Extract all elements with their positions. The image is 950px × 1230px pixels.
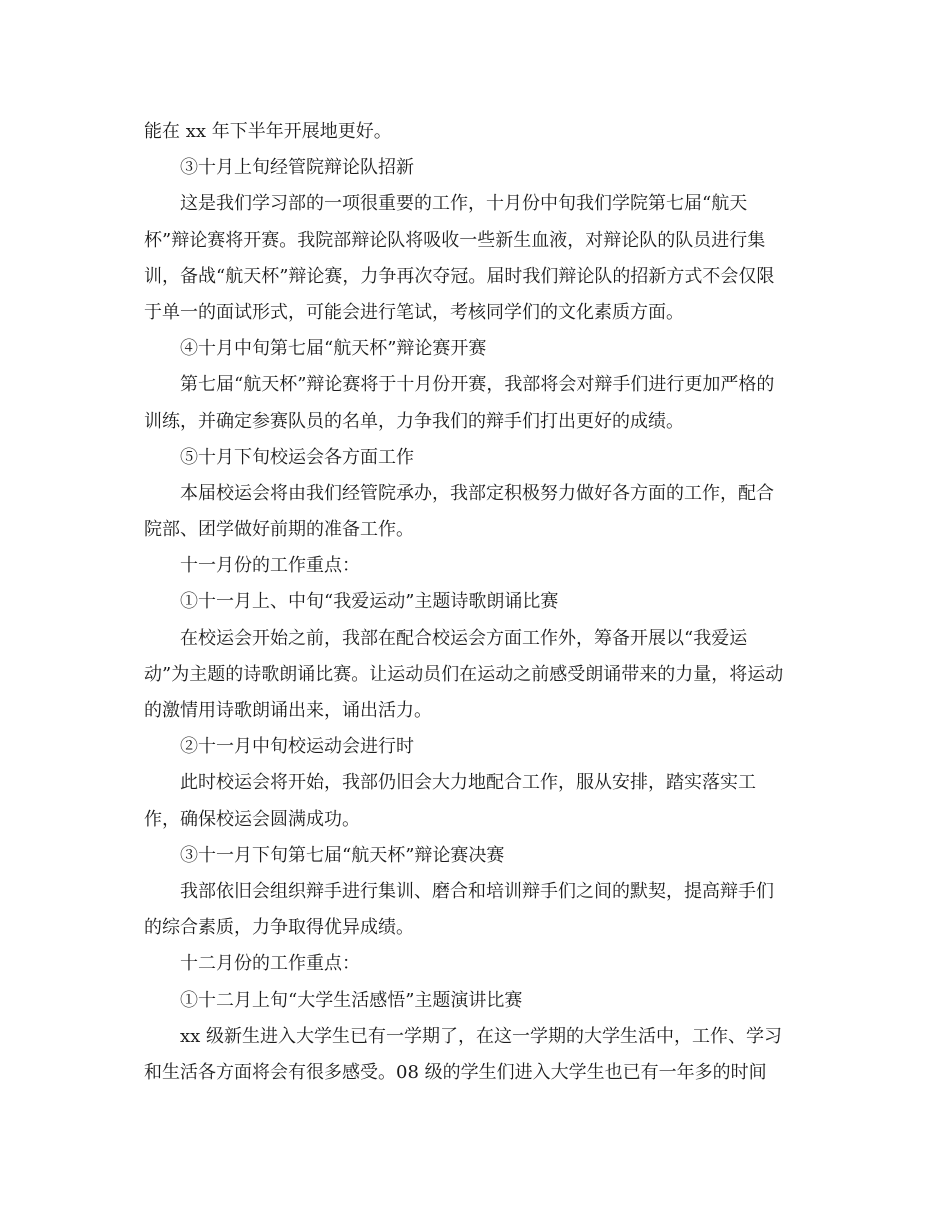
text-line: 我部依旧会组织辩手进行集训、磨合和培训辩手们之间的默契，提高辩手们: [180, 880, 774, 902]
text-line: 于单一的面试形式，可能会进行笔试，考核同学们的文化素质方面。: [144, 301, 684, 323]
text-line: 训练，并确定参赛队员的名单，力争我们的辩手们打出更好的成绩。: [144, 410, 684, 432]
text-line: 的综合素质，力争取得优异成绩。: [144, 917, 414, 939]
text-line: 的激情用诗歌朗诵出来，诵出活力。: [144, 700, 432, 721]
text-line: 第七届“航天杯”辩论赛将于十月份开赛，我部将会对辩手们进行更加严格的: [180, 374, 775, 396]
text-line: ①十二月上旬“大学生活感悟”主题演讲比赛: [180, 989, 523, 1011]
text-line: 此时校运会将开始，我部仍旧会大力地配合工作，服从安排，踏实落实工: [180, 772, 756, 794]
text-line: 训，备战“航天杯”辩论赛，力争再次夺冠。届时我们辩论队的招新方式不会仅限: [144, 265, 775, 287]
text-line: ③十一月下旬第七届“航天杯”辩论赛决赛: [180, 844, 505, 866]
text-line: 十二月份的工作重点：: [180, 953, 360, 975]
text-line: 杯”辩论赛将开赛。我院部辩论队将吸收一些新生血液，对辩论队的队员进行集: [144, 229, 766, 251]
text-line: 在校运会开始之前，我部在配合校运会方面工作外，筹备开展以“我爱运: [180, 627, 748, 649]
text-line: 作，确保校运会圆满成功。: [144, 808, 360, 830]
text-line: 和生活各方面将会有很多感受。08 级的学生们进入大学生也已有一年多的时间: [144, 1061, 767, 1083]
text-line: ①十一月上、中旬“我爱运动”主题诗歌朗诵比赛: [180, 591, 559, 613]
text-line: 十一月份的工作重点：: [180, 555, 360, 577]
text-line: 动”为主题的诗歌朗诵比赛。让运动员们在运动之前感受朗诵带来的力量，将运动: [144, 663, 784, 685]
text-line: ④十月中旬第七届“航天杯”辩论赛开赛: [180, 338, 487, 360]
text-line: 能在 xx 年下半年开展地更好。: [144, 121, 392, 142]
text-line: 这是我们学习部的一项很重要的工作，十月份中旬我们学院第七届“航天: [180, 193, 748, 215]
text-line: ⑤十月下旬校运会各方面工作: [180, 446, 414, 468]
text-line: 院部、团学做好前期的准备工作。: [144, 519, 414, 541]
text-line: 本届校运会将由我们经管院承办，我部定积极努力做好各方面的工作，配合: [180, 482, 774, 504]
document-body: [144, 114, 812, 1091]
text-line: xx 级新生进入大学生已有一学期了，在这一学期的大学生活中，工作、学习: [180, 1025, 783, 1047]
text-line: ②十一月中旬校运动会进行时: [180, 736, 414, 758]
text-line: ③十月上旬经管院辩论队招新: [180, 157, 414, 179]
